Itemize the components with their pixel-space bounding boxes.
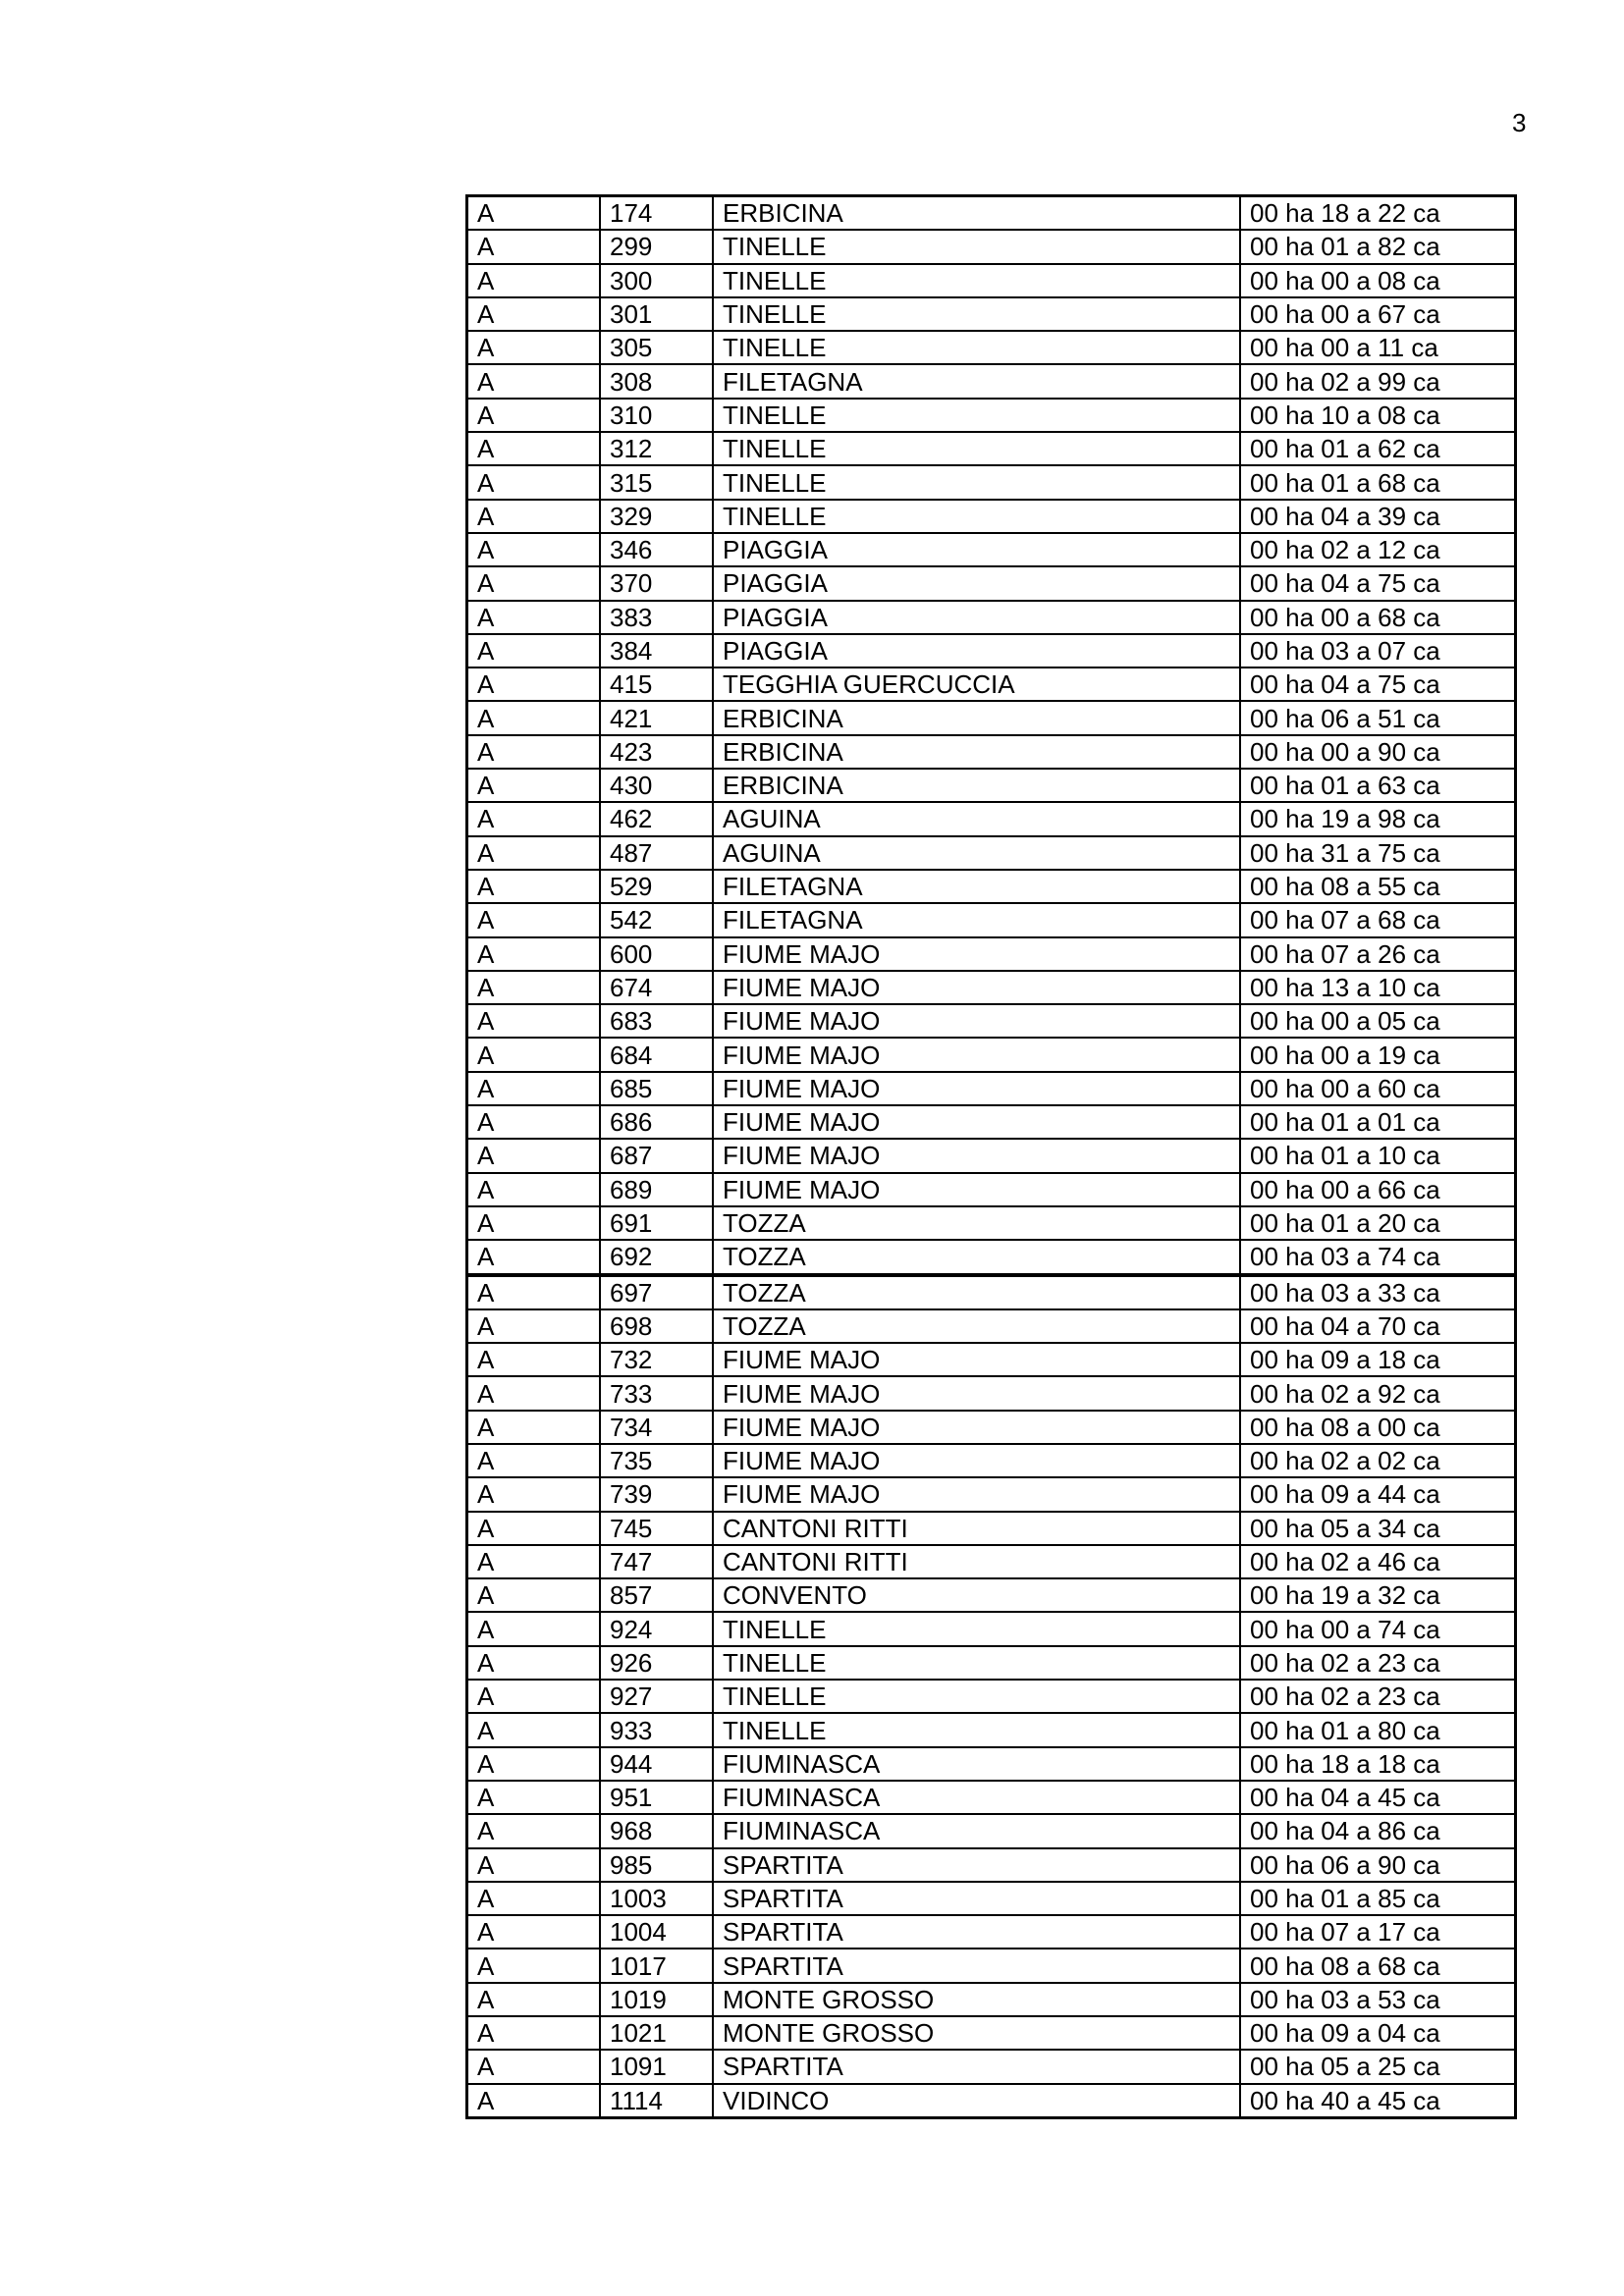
area-cell: 00 ha 08 a 00 ca <box>1240 1411 1516 1444</box>
table-row <box>467 533 1516 566</box>
sheet-cell: A <box>467 432 601 465</box>
parcel-number-cell: 735 <box>600 1444 713 1477</box>
sheet-cell: A <box>467 1983 601 2016</box>
parcel-number-cell: 370 <box>600 566 713 600</box>
locality-cell: FIUME MAJO <box>713 1411 1240 1444</box>
area-cell: 00 ha 09 a 44 ca <box>1240 1477 1516 1511</box>
parcel-number-cell: 857 <box>600 1578 713 1612</box>
area-cell: 00 ha 00 a 05 ca <box>1240 1004 1516 1038</box>
locality-cell: SPARTITA <box>713 1848 1240 1882</box>
locality-cell: TINELLE <box>713 399 1240 432</box>
parcel-number-cell: 927 <box>600 1680 713 1713</box>
parcel-number-cell: 985 <box>600 1848 713 1882</box>
table-row <box>467 399 1516 432</box>
table-row <box>467 1882 1516 1915</box>
parcel-number-cell: 384 <box>600 634 713 667</box>
area-cell: 00 ha 10 a 08 ca <box>1240 399 1516 432</box>
table-row <box>467 264 1516 297</box>
table-row <box>467 634 1516 667</box>
parcel-number-cell: 739 <box>600 1477 713 1511</box>
locality-cell: FIUME MAJO <box>713 937 1240 971</box>
area-cell: 00 ha 00 a 66 ca <box>1240 1173 1516 1206</box>
locality-cell: MONTE GROSSO <box>713 1983 1240 2016</box>
locality-cell: SPARTITA <box>713 2050 1240 2083</box>
area-cell: 00 ha 03 a 53 ca <box>1240 1983 1516 2016</box>
area-cell: 00 ha 02 a 99 ca <box>1240 364 1516 398</box>
sheet-cell: A <box>467 634 601 667</box>
sheet-cell: A <box>467 230 601 263</box>
table-row <box>467 701 1516 734</box>
table-row <box>467 1444 1516 1477</box>
sheet-cell: A <box>467 297 601 331</box>
area-cell: 00 ha 01 a 80 ca <box>1240 1713 1516 1746</box>
parcel-number-cell: 1004 <box>600 1915 713 1949</box>
table-row <box>467 297 1516 331</box>
sheet-cell: A <box>467 2084 601 2118</box>
parcel-number-cell: 310 <box>600 399 713 432</box>
sheet-cell: A <box>467 1949 601 1982</box>
sheet-cell: A <box>467 1173 601 1206</box>
table-row <box>467 2050 1516 2083</box>
sheet-cell: A <box>467 971 601 1004</box>
sheet-cell: A <box>467 1411 601 1444</box>
locality-cell: SPARTITA <box>713 1915 1240 1949</box>
table-row <box>467 903 1516 936</box>
area-cell: 00 ha 03 a 74 ca <box>1240 1240 1516 1274</box>
sheet-cell: A <box>467 1612 601 1645</box>
parcel-number-cell: 174 <box>600 196 713 231</box>
parcel-number-cell: 308 <box>600 364 713 398</box>
parcel-number-cell: 1114 <box>600 2084 713 2118</box>
parcel-number-cell: 685 <box>600 1072 713 1105</box>
table-row <box>467 1680 1516 1713</box>
table-row <box>467 1206 1516 1240</box>
parcel-number-cell: 683 <box>600 1004 713 1038</box>
table-row <box>467 331 1516 364</box>
table-row <box>467 230 1516 263</box>
sheet-cell: A <box>467 1343 601 1376</box>
locality-cell: TINELLE <box>713 1646 1240 1680</box>
locality-cell: PIAGGIA <box>713 533 1240 566</box>
parcel-number-cell: 944 <box>600 1747 713 1781</box>
parcel-number-cell: 315 <box>600 465 713 499</box>
locality-cell: FIUMINASCA <box>713 1814 1240 1847</box>
parcel-number-cell: 933 <box>600 1713 713 1746</box>
sheet-cell: A <box>467 701 601 734</box>
locality-cell: VIDINCO <box>713 2084 1240 2118</box>
locality-cell: CANTONI RITTI <box>713 1545 1240 1578</box>
sheet-cell: A <box>467 667 601 701</box>
parcel-number-cell: 733 <box>600 1376 713 1410</box>
sheet-cell: A <box>467 1747 601 1781</box>
locality-cell: FIUME MAJO <box>713 1477 1240 1511</box>
locality-cell: FIUME MAJO <box>713 1105 1240 1139</box>
locality-cell: CANTONI RITTI <box>713 1512 1240 1545</box>
area-cell: 00 ha 00 a 60 ca <box>1240 1072 1516 1105</box>
area-cell: 00 ha 01 a 62 ca <box>1240 432 1516 465</box>
locality-cell: TEGGHIA GUERCUCCIA <box>713 667 1240 701</box>
sheet-cell: A <box>467 870 601 903</box>
parcel-number-cell: 383 <box>600 601 713 634</box>
parcel-table-body <box>467 196 1516 2118</box>
table-row <box>467 465 1516 499</box>
area-cell: 00 ha 04 a 75 ca <box>1240 566 1516 600</box>
parcel-number-cell: 687 <box>600 1139 713 1172</box>
locality-cell: TINELLE <box>713 331 1240 364</box>
area-cell: 00 ha 02 a 02 ca <box>1240 1444 1516 1477</box>
table-row <box>467 1747 1516 1781</box>
locality-cell: AGUINA <box>713 802 1240 835</box>
locality-cell: PIAGGIA <box>713 566 1240 600</box>
locality-cell: TOZZA <box>713 1309 1240 1343</box>
table-row <box>467 1072 1516 1105</box>
table-row <box>467 1512 1516 1545</box>
area-cell: 00 ha 02 a 46 ca <box>1240 1545 1516 1578</box>
locality-cell: FIUMINASCA <box>713 1781 1240 1814</box>
table-row <box>467 1173 1516 1206</box>
locality-cell: PIAGGIA <box>713 601 1240 634</box>
area-cell: 00 ha 31 a 75 ca <box>1240 836 1516 870</box>
table-row <box>467 364 1516 398</box>
area-cell: 00 ha 02 a 23 ca <box>1240 1680 1516 1713</box>
parcel-number-cell: 312 <box>600 432 713 465</box>
table-row <box>467 196 1516 231</box>
sheet-cell: A <box>467 735 601 769</box>
area-cell: 00 ha 01 a 63 ca <box>1240 769 1516 802</box>
area-cell: 00 ha 09 a 04 ca <box>1240 2016 1516 2050</box>
parcel-number-cell: 1003 <box>600 1882 713 1915</box>
parcel-number-cell: 689 <box>600 1173 713 1206</box>
sheet-cell: A <box>467 1578 601 1612</box>
table-row <box>467 1376 1516 1410</box>
area-cell: 00 ha 01 a 85 ca <box>1240 1882 1516 1915</box>
table-row <box>467 836 1516 870</box>
table-row <box>467 1814 1516 1847</box>
table-row <box>467 1139 1516 1172</box>
sheet-cell: A <box>467 2050 601 2083</box>
sheet-cell: A <box>467 566 601 600</box>
parcel-number-cell: 1017 <box>600 1949 713 1982</box>
parcel-number-cell: 529 <box>600 870 713 903</box>
parcel-number-cell: 951 <box>600 1781 713 1814</box>
parcel-number-cell: 487 <box>600 836 713 870</box>
sheet-cell: A <box>467 1915 601 1949</box>
sheet-cell: A <box>467 1477 601 1511</box>
parcel-number-cell: 421 <box>600 701 713 734</box>
table-row <box>467 601 1516 634</box>
table-row <box>467 1411 1516 1444</box>
parcel-number-cell: 691 <box>600 1206 713 1240</box>
locality-cell: FIUME MAJO <box>713 1004 1240 1038</box>
locality-cell: SPARTITA <box>713 1882 1240 1915</box>
sheet-cell: A <box>467 1680 601 1713</box>
sheet-cell: A <box>467 1072 601 1105</box>
area-cell: 00 ha 19 a 32 ca <box>1240 1578 1516 1612</box>
area-cell: 00 ha 07 a 26 ca <box>1240 937 1516 971</box>
locality-cell: TINELLE <box>713 1713 1240 1746</box>
locality-cell: CONVENTO <box>713 1578 1240 1612</box>
table-row <box>467 870 1516 903</box>
locality-cell: TOZZA <box>713 1275 1240 1309</box>
table-row <box>467 1004 1516 1038</box>
sheet-cell: A <box>467 533 601 566</box>
sheet-cell: A <box>467 1105 601 1139</box>
locality-cell: TINELLE <box>713 230 1240 263</box>
area-cell: 00 ha 04 a 70 ca <box>1240 1309 1516 1343</box>
table-row <box>467 2084 1516 2118</box>
sheet-cell: A <box>467 937 601 971</box>
area-cell: 00 ha 08 a 68 ca <box>1240 1949 1516 1982</box>
sheet-cell: A <box>467 1275 601 1309</box>
locality-cell: TOZZA <box>713 1206 1240 1240</box>
sheet-cell: A <box>467 1512 601 1545</box>
locality-cell: FIUME MAJO <box>713 1072 1240 1105</box>
area-cell: 00 ha 01 a 68 ca <box>1240 465 1516 499</box>
table-row <box>467 566 1516 600</box>
parcel-number-cell: 674 <box>600 971 713 1004</box>
parcel-table <box>465 194 1517 2119</box>
parcel-number-cell: 734 <box>600 1411 713 1444</box>
area-cell: 00 ha 04 a 86 ca <box>1240 1814 1516 1847</box>
locality-cell: TINELLE <box>713 500 1240 533</box>
sheet-cell: A <box>467 1038 601 1071</box>
sheet-cell: A <box>467 264 601 297</box>
area-cell: 00 ha 00 a 90 ca <box>1240 735 1516 769</box>
locality-cell: FIUME MAJO <box>713 1444 1240 1477</box>
area-cell: 00 ha 05 a 25 ca <box>1240 2050 1516 2083</box>
locality-cell: FIUME MAJO <box>713 1038 1240 1071</box>
sheet-cell: A <box>467 465 601 499</box>
area-cell: 00 ha 07 a 17 ca <box>1240 1915 1516 1949</box>
area-cell: 00 ha 01 a 10 ca <box>1240 1139 1516 1172</box>
locality-cell: FIUME MAJO <box>713 1343 1240 1376</box>
table-row <box>467 1477 1516 1511</box>
table-row <box>467 432 1516 465</box>
area-cell: 00 ha 02 a 12 ca <box>1240 533 1516 566</box>
table-row <box>467 1612 1516 1645</box>
area-cell: 00 ha 00 a 67 ca <box>1240 297 1516 331</box>
table-row <box>467 1275 1516 1309</box>
area-cell: 00 ha 04 a 45 ca <box>1240 1781 1516 1814</box>
parcel-number-cell: 684 <box>600 1038 713 1071</box>
parcel-number-cell: 301 <box>600 297 713 331</box>
locality-cell: SPARTITA <box>713 1949 1240 1982</box>
table-row <box>467 1949 1516 1982</box>
page-number: 3 <box>1512 108 1527 137</box>
locality-cell: ERBICINA <box>713 196 1240 231</box>
table-row <box>467 1781 1516 1814</box>
locality-cell: TINELLE <box>713 1680 1240 1713</box>
locality-cell: ERBICINA <box>713 735 1240 769</box>
parcel-number-cell: 600 <box>600 937 713 971</box>
sheet-cell: A <box>467 364 601 398</box>
locality-cell: TINELLE <box>713 432 1240 465</box>
sheet-cell: A <box>467 1444 601 1477</box>
parcel-number-cell: 430 <box>600 769 713 802</box>
area-cell: 00 ha 02 a 23 ca <box>1240 1646 1516 1680</box>
sheet-cell: A <box>467 836 601 870</box>
parcel-number-cell: 300 <box>600 264 713 297</box>
parcel-number-cell: 924 <box>600 1612 713 1645</box>
table-row <box>467 802 1516 835</box>
area-cell: 00 ha 06 a 51 ca <box>1240 701 1516 734</box>
table-row <box>467 735 1516 769</box>
locality-cell: TOZZA <box>713 1240 1240 1274</box>
sheet-cell: A <box>467 1309 601 1343</box>
table-row <box>467 1240 1516 1274</box>
sheet-cell: A <box>467 399 601 432</box>
area-cell: 00 ha 00 a 08 ca <box>1240 264 1516 297</box>
sheet-cell: A <box>467 1781 601 1814</box>
table-row <box>467 1713 1516 1746</box>
locality-cell: FIUME MAJO <box>713 1376 1240 1410</box>
area-cell: 00 ha 00 a 68 ca <box>1240 601 1516 634</box>
area-cell: 00 ha 05 a 34 ca <box>1240 1512 1516 1545</box>
table-row <box>467 500 1516 533</box>
parcel-number-cell: 968 <box>600 1814 713 1847</box>
table-row <box>467 1646 1516 1680</box>
parcel-number-cell: 1021 <box>600 2016 713 2050</box>
sheet-cell: A <box>467 1646 601 1680</box>
parcel-number-cell: 926 <box>600 1646 713 1680</box>
sheet-cell: A <box>467 903 601 936</box>
area-cell: 00 ha 19 a 98 ca <box>1240 802 1516 835</box>
table-row <box>467 2016 1516 2050</box>
area-cell: 00 ha 06 a 90 ca <box>1240 1848 1516 1882</box>
parcel-number-cell: 1091 <box>600 2050 713 2083</box>
sheet-cell: A <box>467 1713 601 1746</box>
table-row <box>467 937 1516 971</box>
area-cell: 00 ha 18 a 22 ca <box>1240 196 1516 231</box>
area-cell: 00 ha 03 a 07 ca <box>1240 634 1516 667</box>
table-row <box>467 1545 1516 1578</box>
sheet-cell: A <box>467 1240 601 1274</box>
sheet-cell: A <box>467 1376 601 1410</box>
parcel-number-cell: 542 <box>600 903 713 936</box>
table-row <box>467 667 1516 701</box>
table-row <box>467 1343 1516 1376</box>
locality-cell: TINELLE <box>713 264 1240 297</box>
table-row <box>467 1038 1516 1071</box>
locality-cell: AGUINA <box>713 836 1240 870</box>
parcel-number-cell: 698 <box>600 1309 713 1343</box>
parcel-number-cell: 686 <box>600 1105 713 1139</box>
locality-cell: FILETAGNA <box>713 870 1240 903</box>
parcel-number-cell: 697 <box>600 1275 713 1309</box>
parcel-number-cell: 299 <box>600 230 713 263</box>
area-cell: 00 ha 04 a 75 ca <box>1240 667 1516 701</box>
sheet-cell: A <box>467 196 601 231</box>
sheet-cell: A <box>467 2016 601 2050</box>
area-cell: 00 ha 18 a 18 ca <box>1240 1747 1516 1781</box>
locality-cell: TINELLE <box>713 1612 1240 1645</box>
area-cell: 00 ha 07 a 68 ca <box>1240 903 1516 936</box>
sheet-cell: A <box>467 1206 601 1240</box>
locality-cell: TINELLE <box>713 297 1240 331</box>
table-row <box>467 1915 1516 1949</box>
area-cell: 00 ha 02 a 92 ca <box>1240 1376 1516 1410</box>
locality-cell: FIUMINASCA <box>713 1747 1240 1781</box>
parcel-number-cell: 415 <box>600 667 713 701</box>
area-cell: 00 ha 01 a 01 ca <box>1240 1105 1516 1139</box>
sheet-cell: A <box>467 1882 601 1915</box>
table-row <box>467 769 1516 802</box>
table-row <box>467 971 1516 1004</box>
sheet-cell: A <box>467 802 601 835</box>
locality-cell: MONTE GROSSO <box>713 2016 1240 2050</box>
parcel-number-cell: 462 <box>600 802 713 835</box>
table-row <box>467 1309 1516 1343</box>
parcel-number-cell: 732 <box>600 1343 713 1376</box>
sheet-cell: A <box>467 1004 601 1038</box>
area-cell: 00 ha 13 a 10 ca <box>1240 971 1516 1004</box>
area-cell: 00 ha 01 a 20 ca <box>1240 1206 1516 1240</box>
parcel-number-cell: 346 <box>600 533 713 566</box>
parcel-number-cell: 745 <box>600 1512 713 1545</box>
area-cell: 00 ha 03 a 33 ca <box>1240 1275 1516 1309</box>
sheet-cell: A <box>467 1139 601 1172</box>
sheet-cell: A <box>467 769 601 802</box>
locality-cell: FILETAGNA <box>713 903 1240 936</box>
area-cell: 00 ha 09 a 18 ca <box>1240 1343 1516 1376</box>
area-cell: 00 ha 40 a 45 ca <box>1240 2084 1516 2118</box>
locality-cell: TINELLE <box>713 465 1240 499</box>
locality-cell: ERBICINA <box>713 769 1240 802</box>
locality-cell: FILETAGNA <box>713 364 1240 398</box>
locality-cell: ERBICINA <box>713 701 1240 734</box>
sheet-cell: A <box>467 1814 601 1847</box>
locality-cell: FIUME MAJO <box>713 1173 1240 1206</box>
table-row <box>467 1578 1516 1612</box>
parcel-number-cell: 305 <box>600 331 713 364</box>
locality-cell: PIAGGIA <box>713 634 1240 667</box>
area-cell: 00 ha 01 a 82 ca <box>1240 230 1516 263</box>
sheet-cell: A <box>467 601 601 634</box>
locality-cell: FIUME MAJO <box>713 971 1240 1004</box>
area-cell: 00 ha 08 a 55 ca <box>1240 870 1516 903</box>
table-row <box>467 1848 1516 1882</box>
parcel-number-cell: 1019 <box>600 1983 713 2016</box>
parcel-number-cell: 692 <box>600 1240 713 1274</box>
area-cell: 00 ha 00 a 19 ca <box>1240 1038 1516 1071</box>
area-cell: 00 ha 00 a 74 ca <box>1240 1612 1516 1645</box>
parcel-number-cell: 747 <box>600 1545 713 1578</box>
table-row <box>467 1983 1516 2016</box>
sheet-cell: A <box>467 500 601 533</box>
area-cell: 00 ha 04 a 39 ca <box>1240 500 1516 533</box>
parcel-number-cell: 329 <box>600 500 713 533</box>
locality-cell: FIUME MAJO <box>713 1139 1240 1172</box>
sheet-cell: A <box>467 1848 601 1882</box>
parcel-number-cell: 423 <box>600 735 713 769</box>
table-row <box>467 1105 1516 1139</box>
area-cell: 00 ha 00 a 11 ca <box>1240 331 1516 364</box>
sheet-cell: A <box>467 1545 601 1578</box>
sheet-cell: A <box>467 331 601 364</box>
